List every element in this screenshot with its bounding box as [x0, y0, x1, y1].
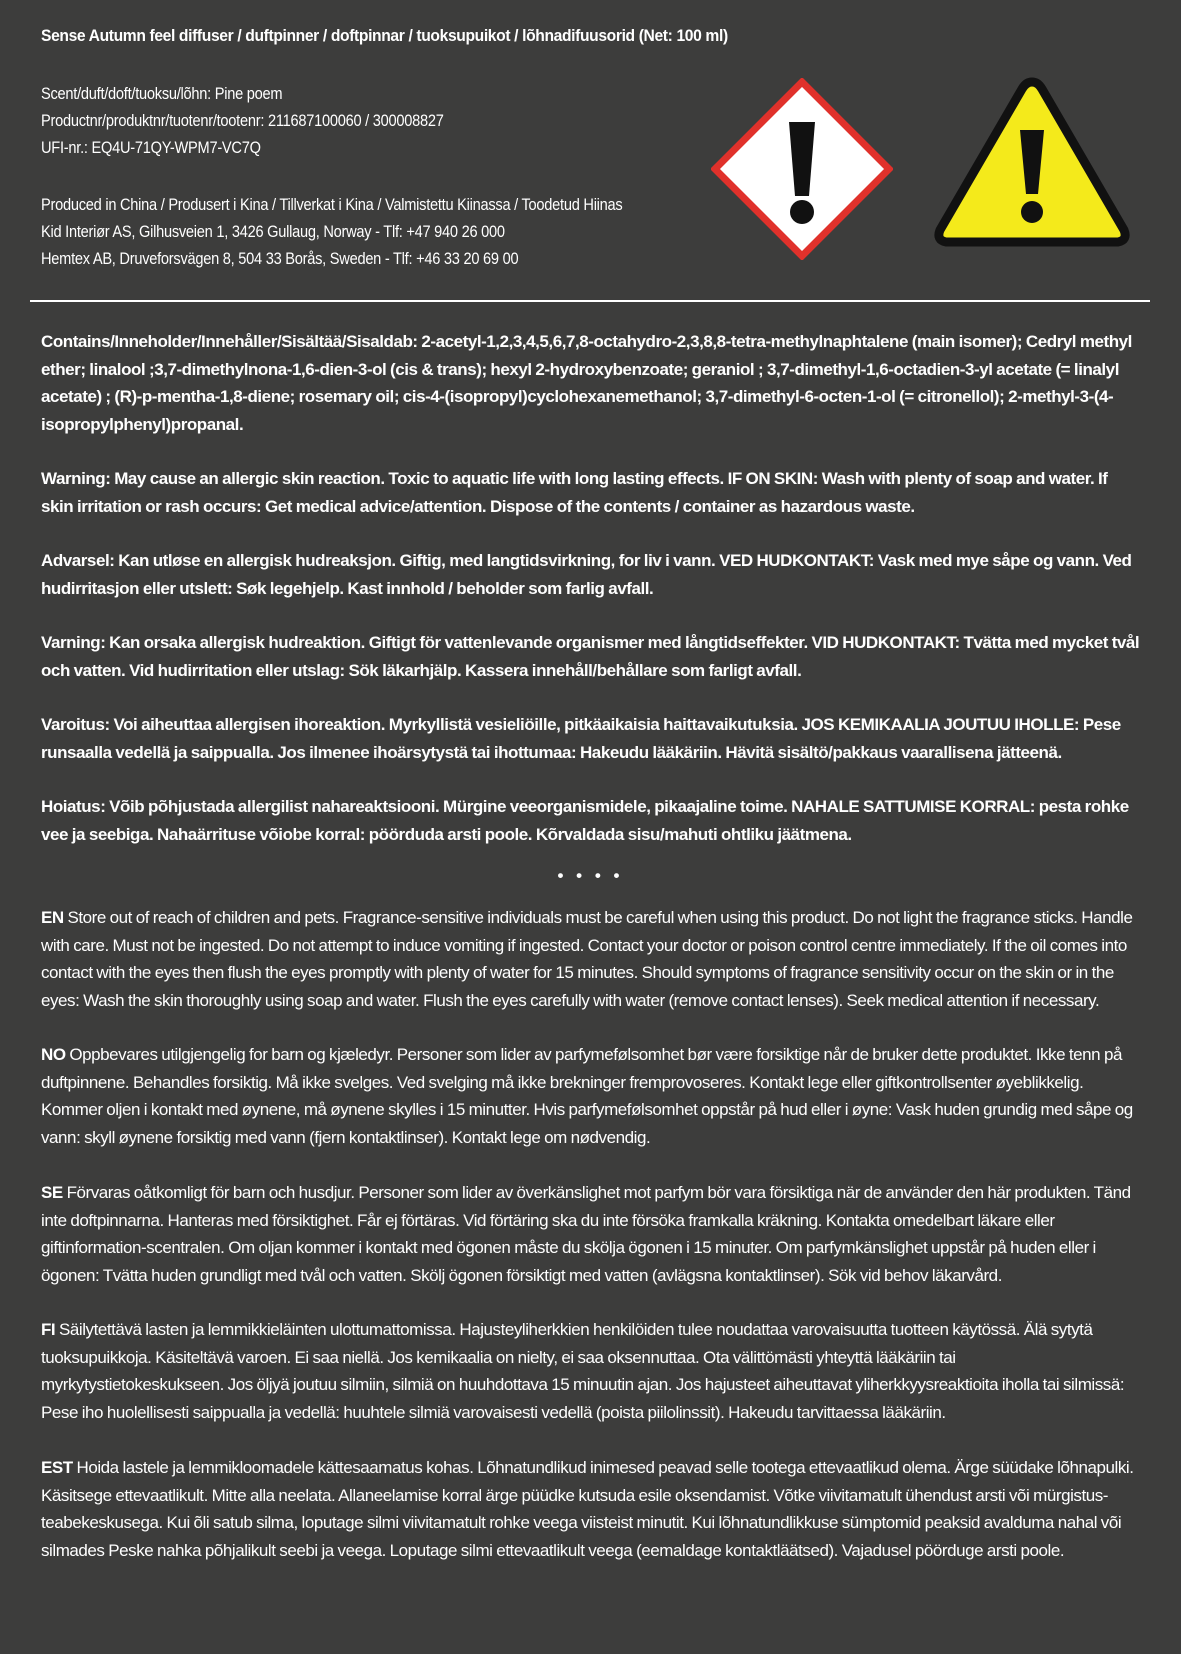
header-divider [30, 300, 1150, 302]
warning-ee: Hoiatus: Võib põhjustada allergilist nahareaktsiooni. Mürgine veeorganismidele, pikaajaline toime. NAHALE SATTUMISE KORRAL: pesta rohke vee ja seebiga. Nahaärrituse võiobe korral: pöörduda arsti poole. Kõrvaldada sisu/mahuti ohtliku jäätmena. [41, 797, 1129, 844]
language-code: SE [41, 1183, 63, 1202]
ingredients-text: Contains/Inneholder/Innehåller/Sisältää/Sisaldab: 2-acetyl-1,2,3,4,5,6,7,8-octahydro-2,3,8,8-tetra-methylnaphtalene (main isomer); Cedryl methyl ether; linalool ;3,7-dimethylnona-1,6-dien-3-ol (cis & trans); hexyl 2-hydroxybenzoate; geraniol ; 3,7-dimethyl-1,6-octadien-3-yl acetate (= linalyl acetate) ; (R)-p-mentha-1,8-diene; rosemary oil; cis-4-(isopropyl)cyclohexanemethanol; 3,7-dimethyl-6-octen-1-ol (= citronellol); 2-methyl-3-(4-isopropylphenyl)propanal. [41, 332, 1132, 434]
company-sweden-line: Hemtex AB, Druveforsvägen 8, 504 33 Borås, Sweden - Tlf: +46 33 20 69 00 [41, 249, 519, 268]
instructions-text: Förvaras oåtkomligt för barn och husdjur. Personer som lider av överkänslighet mot parfym bör vara försiktiga när de använder den här produkten. Tänd inte doftpinnarna. Hanteras med försiktighet. Får ej förtäras. Vid förtäring ska du inte försöka framkalla kräkning. Kontakta omedelbart läkare eller giftinformation-scentralen. Om oljan kommer i kontakt med ögonen måste du skölja ögonen i 15 minuter. Om parfymkänslighet uppstår på huden eller i ögonen: Tvätta huden grundligt med tvål och vatten. Skölj ögonen försiktigt med vatten (avlägsna kontaktlinser). Sök vid behov läkarvård. [41, 1183, 1131, 1285]
language-code: NO [41, 1045, 66, 1064]
product-info [41, 80, 444, 161]
instructions-en [41, 904, 1141, 1014]
product-number-line: Productnr/produktnr/tuotenr/tootenr: 211687100060 / 300008827 [41, 111, 444, 130]
instructions-est [41, 1454, 1141, 1564]
company-norway-line: Kid Interiør AS, Gilhusveien 1, 3426 Gullaug, Norway - Tlf: +47 940 26 000 [41, 222, 505, 241]
product-title: Sense Autumn feel diffuser / duftpinner / doftpinnar / tuoksupuikot / lõhnadifuusorid (Net: 100 ml) [41, 26, 728, 45]
warning-fi: Varoitus: Voi aiheuttaa allergisen ihoreaktion. Myrkyllistä vesieliöille, pitkäaikaisia haittavaikutuksia. JOS KEMIKAALIA JOUTUU IHOLLE: Pese runsaalla vedellä ja saippualla. Jos ilmenee ihoärsytystä tai ihottumaa: Hakeudu lääkäriin. Hävitä sisältö/pakkaus vaarallisena jätteenä. [41, 715, 1121, 762]
instructions-text: Oppbevares utilgjengelig for barn og kjæledyr. Personer som lider av parfymefølsomhet bør være forsiktige når de bruker dette produktet. Ikke tenn på duftpinnene. Behandles forsiktig. Må ikke svelges. Ved svelging må ikke brekninger fremprovoseres. Kontakt lege eller giftkontrollsenter øyeblikkelig. Kommer oljen i kontakt med øynene, må øynene skylles i 15 minutter. Hvis parfymefølsomhet oppstår på hud eller i øyne: Vask huden grundig med såpe og vann: skyll øynene forsiktig med vann (fjern kontaktlinser). Kontakt lege om nødvendig. [41, 1045, 1133, 1147]
instructions-no [41, 1041, 1141, 1151]
warning-no: Advarsel: Kan utløse en allergisk hudreaksjon. Giftig, med langtidsvirkning, for liv i vann. VED HUDKONTAKT: Vask med mye såpe og vann. Ved hudirritasjon eller utslett: Søk legehjelp. Kast innhold / beholder som farlig avfall. [41, 551, 1132, 598]
instructions-text: Hoida lastele ja lemmikloomadele kättesaamatus kohas. Lõhnatundlikud inimesed peavad selle tootega ettevaatlikud olema. Ärge süüdake lõhnapulki. Käsitsege ettevaatlikult. Mitte alla neelata. Allaneelamise korral ärge püüdke kutsuda esile oksendamist. Võtke viivitamatult ühendust arsti või mürgistus-teabekeskusega. Kui õli satub silma, loputage silmi viivitamatult rohke veega viisteist minutit. Kui lõhnatundlikkuse sümptomid peaksid avalduma nahal või silmades Peske nahka põhjalikult seebi ja veega. Loputage silmi ettevaatlikult veega (eemaldage kontaktläätsed). Vajadusel pöörduge arsti poole. [41, 1458, 1134, 1560]
instructions-fi [41, 1316, 1141, 1426]
origin-line: Produced in China / Produsert i Kina / Tillverkat i Kina / Valmistettu Kiinassa / Toodetud Hiinas [41, 195, 623, 214]
scent-line: Scent/duft/doft/tuoksu/lõhn: Pine poem [41, 84, 283, 103]
language-code: FI [41, 1320, 56, 1339]
warning-triangle-icon [932, 74, 1132, 250]
language-code: EST [41, 1458, 73, 1477]
warning-en: Warning: May cause an allergic skin reaction. Toxic to aquatic life with long lasting effects. IF ON SKIN: Wash with plenty of soap and water. If skin irritation or rash occurs: Get medical advice/attention. Dispose of the contents / container as hazardous waste. [41, 469, 1108, 516]
ghs07-exclamation-icon [711, 78, 893, 260]
language-code: EN [41, 908, 64, 927]
ufi-line: UFI-nr.: EQ4U-71QY-WPM7-VC7Q [41, 138, 261, 157]
instructions-se [41, 1179, 1141, 1289]
section-separator: • • • • [557, 866, 624, 885]
instructions-text: Store out of reach of children and pets. Fragrance-sensitive individuals must be careful when using this product. Do not light the fragrance sticks. Handle with care. Must not be ingested. Do not attempt to induce vomiting if ingested. Contact your doctor or poison control centre immediately. If the oil comes into contact with the eyes then flush the eyes promptly with plenty of water for 15 minutes. Should symptoms of fragrance sensitivity occur on the skin or in the eyes: Wash the skin thoroughly using soap and water. Flush the eyes carefully with water (remove contact lenses). Seek medical attention if necessary. [41, 908, 1133, 1010]
instructions-text: Säilytettävä lasten ja lemmikkieläinten ulottumattomissa. Hajusteyliherkkien henkilöiden tulee noudattaa varovaisuutta tuotteen käytössä. Älä sytytä tuoksupuikkoja. Käsiteltävä varoen. Ei saa niellä. Jos kemikaalia on nielty, ei saa oksennuttaa. Ota välittömästi yhteyttä lääkäriin tai myrkytystietokeskukseen. Jos öljyä joutuu silmiin, silmiä on huuhdottava 15 minuutin ajan. Jos hajusteet aiheuttavat yliherkkyysreaktioita iholla tai silmissä: Pese iho huolellisesti saippualla ja vedellä: huuhtele silmiä varovaisesti vedellä (poista piilolinssit). Hakeudu tarvittaessa lääkäriin. [41, 1320, 1125, 1422]
manufacturer-info [41, 191, 622, 272]
warning-se: Varning: Kan orsaka allergisk hudreaktion. Giftigt för vattenlevande organismer med långtidseffekter. VID HUDKONTAKT: Tvätta med mycket tvål och vatten. Vid hudirritation eller utslag: Sök läkarhjälp. Kassera innehåll/behållare som farligt avfall. [41, 633, 1140, 680]
